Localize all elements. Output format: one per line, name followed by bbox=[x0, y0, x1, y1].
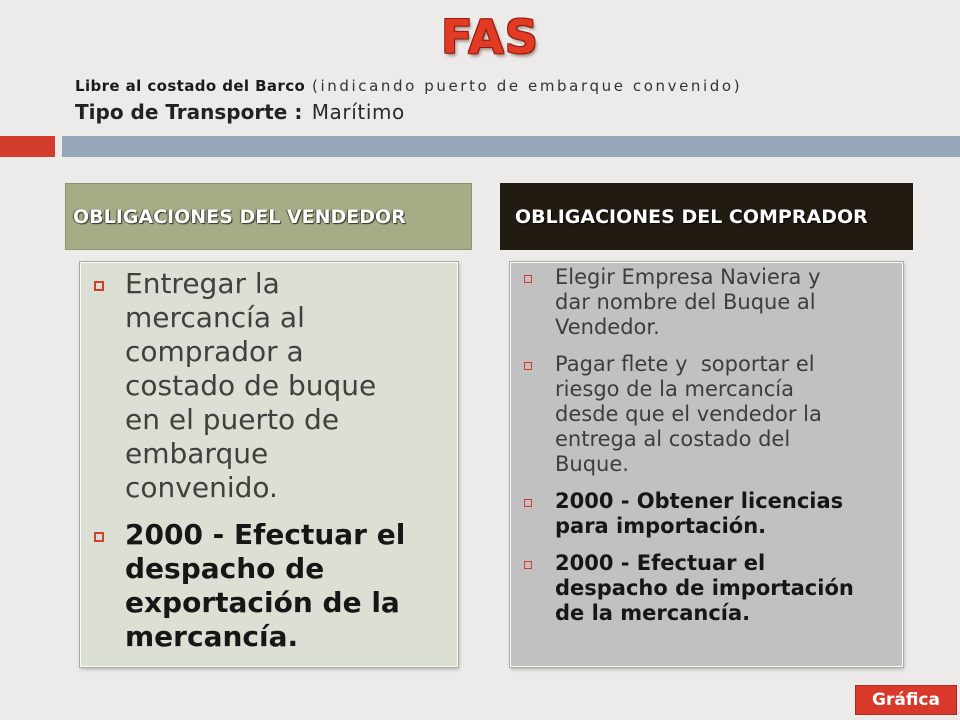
transport-type-label: Tipo de Transporte : bbox=[75, 100, 303, 124]
buyer-obligation-text: Pagar flete y soportar el riesgo de la mercancía desde que el vendedor la entrega al costado del Buque. bbox=[555, 352, 829, 476]
seller-obligations-header-label: OBLIGACIONES DEL VENDEDOR bbox=[73, 205, 406, 228]
transport-type-value: Marítimo bbox=[311, 100, 405, 124]
divider-bar bbox=[62, 136, 960, 157]
buyer-obligations-header bbox=[500, 183, 913, 250]
list-item bbox=[81, 518, 457, 654]
graphic-button[interactable] bbox=[855, 685, 957, 715]
buyer-obligation-text: 2000 - Obtener licencias para importación. bbox=[555, 489, 851, 538]
incoterm-note: (indicando puerto de embarque convenido) bbox=[312, 77, 743, 95]
buyer-obligation-text: 2000 - Efectuar el despacho de importación de la mercancía. bbox=[555, 551, 862, 625]
list-item bbox=[511, 551, 902, 626]
incoterm-description bbox=[75, 76, 742, 96]
seller-obligation-text: Entregar la mercancía al comprador a costado de buque en el puerto de embarque convenido. bbox=[125, 267, 386, 504]
list-item bbox=[511, 489, 902, 539]
square-bullet-icon bbox=[524, 275, 532, 283]
square-bullet-icon bbox=[524, 499, 532, 507]
square-bullet-icon bbox=[94, 532, 104, 542]
list-item bbox=[511, 265, 902, 340]
square-bullet-icon bbox=[94, 281, 104, 291]
seller-obligations-header bbox=[65, 183, 472, 250]
buyer-obligations-header-label: OBLIGACIONES DEL COMPRADOR bbox=[515, 205, 868, 228]
square-bullet-icon bbox=[524, 362, 532, 370]
buyer-obligation-text: Elegir Empresa Naviera y dar nombre del Buque al Vendedor. bbox=[555, 265, 828, 339]
slide-title: FAS bbox=[441, 10, 539, 64]
list-item bbox=[81, 267, 457, 505]
list-item bbox=[511, 352, 902, 477]
buyer-obligations-panel bbox=[510, 262, 903, 667]
incoterm-name: Libre al costado del Barco bbox=[75, 77, 306, 95]
seller-obligation-text: 2000 - Efectuar el despacho de exportación de la mercancía. bbox=[125, 518, 416, 653]
square-bullet-icon bbox=[524, 561, 532, 569]
seller-obligations-panel bbox=[80, 262, 458, 667]
graphic-button-label: Gráfica bbox=[872, 690, 940, 710]
divider-accent-block bbox=[0, 136, 55, 157]
transport-type bbox=[75, 99, 405, 125]
